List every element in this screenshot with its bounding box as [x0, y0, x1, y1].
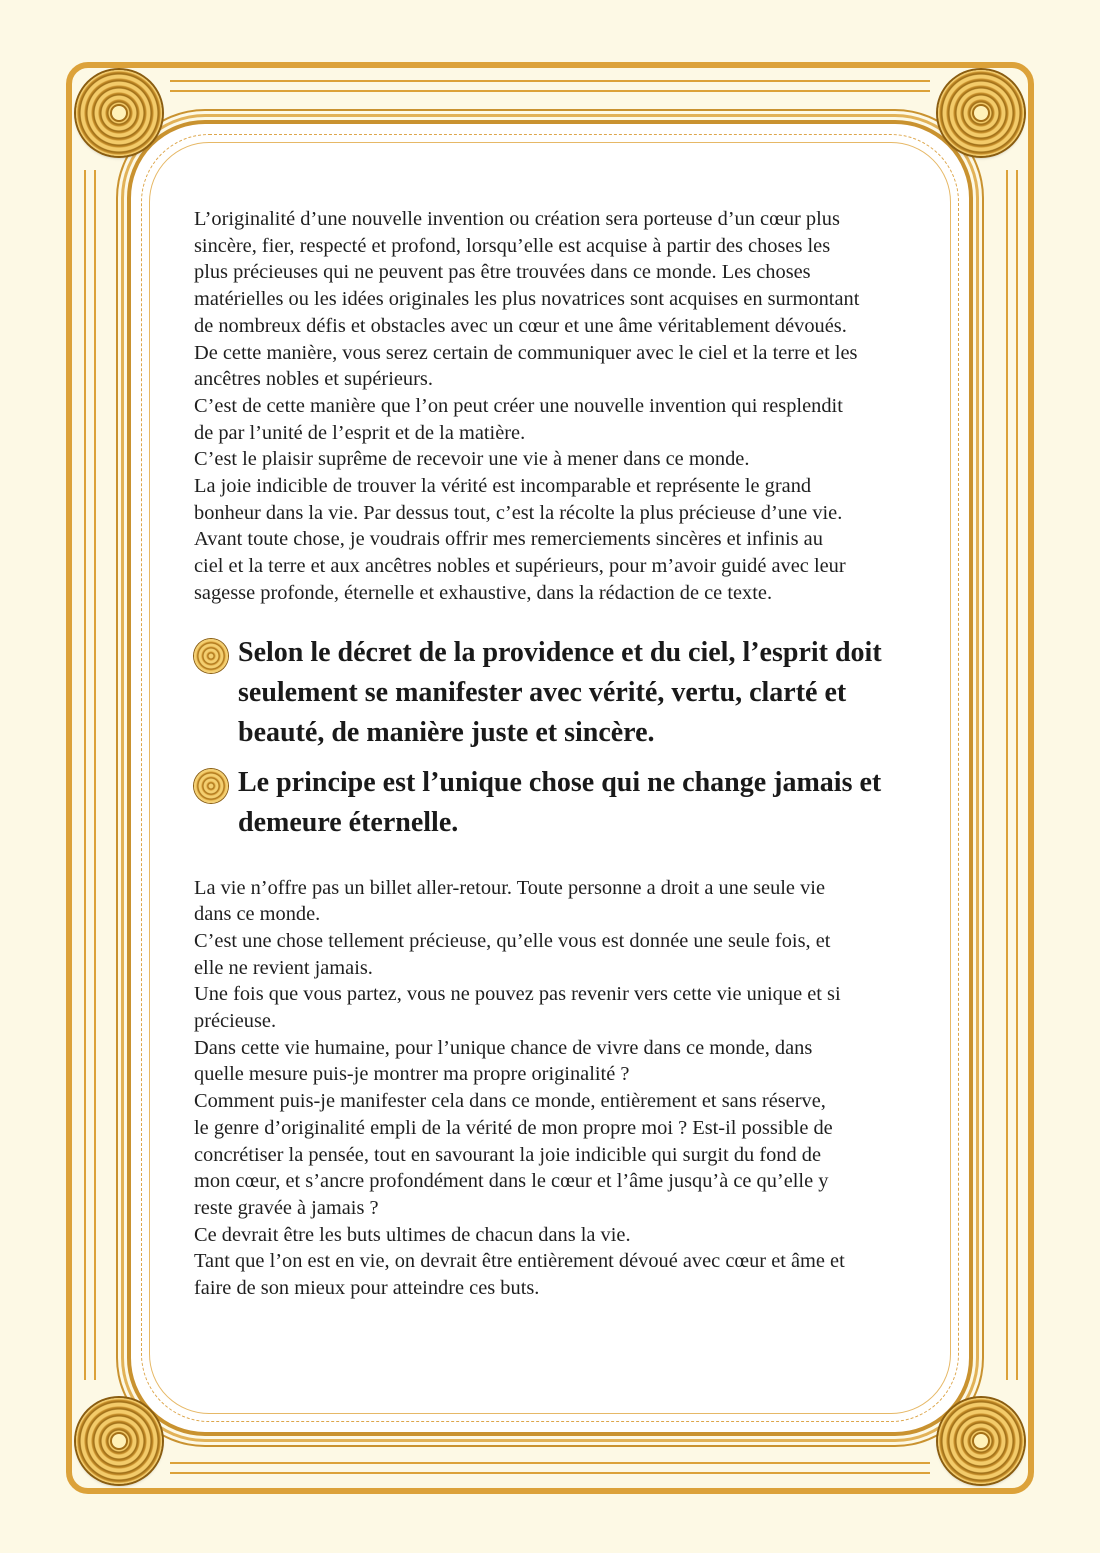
principle-item [194, 763, 914, 843]
principle-line: Selon le décret de la providence et du ciel, l’esprit doit [238, 636, 882, 668]
intro-line: L’originalité d’une nouvelle invention ou création sera porteuse d’un cœur plus [194, 208, 840, 230]
intro-line: De cette manière, vous serez certain de communiquer avec le ciel et la terre et les [194, 341, 858, 364]
top-rule-2 [170, 90, 930, 92]
main-content [194, 206, 914, 1302]
right-rule-1 [1006, 170, 1008, 1380]
intro-line: C’est le plaisir suprême de recevoir une vie à mener dans ce monde. [194, 448, 750, 471]
principle-line: seulement se manifester avec vérité, vertu, clarté et [238, 676, 847, 708]
intro-line: ancêtres nobles et supérieurs. [194, 368, 433, 391]
intro-line: plus précieuses qui ne peuvent pas être trouvées dans ce monde. Les choses [194, 261, 811, 284]
principle-text [238, 763, 914, 843]
closing-line: concrétiser la pensée, tout en savourant la joie indicible qui surgit du fond de [194, 1143, 822, 1166]
right-rule-2 [1016, 170, 1018, 1380]
closing-line: quelle mesure puis-je montrer ma propre originalité ? [194, 1063, 630, 1086]
bottom-right-medallion-icon [938, 1398, 1024, 1484]
top-right-medallion-icon [938, 70, 1024, 156]
principle-line: beauté, de manière juste et sincère. [238, 716, 655, 748]
intro-line: de nombreux défis et obstacles avec un cœur et une âme véritablement dévoués. [194, 314, 847, 337]
closing-line: dans ce monde. [194, 903, 321, 926]
bottom-rule-2 [170, 1472, 930, 1474]
top-left-medallion-icon [76, 70, 162, 156]
closing-line: La vie n’offre pas un billet aller-retour. Toute personne a droit a une seule vie [194, 876, 825, 899]
closing-line: faire de son mieux pour atteindre ces buts. [194, 1277, 540, 1300]
intro-line: de par l’unité de l’esprit et de la matière. [194, 421, 526, 444]
principle-item [194, 633, 914, 753]
closing-line: Ce devrait être les buts ultimes de chacun dans la vie. [194, 1223, 631, 1246]
intro-line: matérielles ou les idées originales les plus novatrices sont acquises en surmontant [194, 288, 860, 311]
closing-line: mon cœur, et s’ancre profondément dans le cœur et l’âme jusqu’à ce qu’elle y [194, 1170, 829, 1193]
top-rule-1 [170, 80, 930, 82]
left-rule-1 [84, 170, 86, 1380]
intro-line: ciel et la terre et aux ancêtres nobles et supérieurs, pour m’avoir guidé avec leur [194, 555, 846, 578]
closing-line: Comment puis-je manifester cela dans ce monde, entièrement et sans réserve, [194, 1090, 826, 1113]
closing-line: reste gravée à jamais ? [194, 1196, 379, 1219]
closing-line: précieuse. [194, 1010, 277, 1033]
gold-medallion-icon [194, 639, 228, 673]
principle-line: Le principe est l’unique chose qui ne change jamais et [238, 766, 882, 798]
closing-line: Dans cette vie humaine, pour l’unique chance de vivre dans ce monde, dans [194, 1036, 813, 1059]
principle-text [238, 633, 914, 753]
closing-line: C’est une chose tellement précieuse, qu’elle vous est donnée une seule fois, et [194, 929, 831, 952]
gold-medallion-icon [194, 769, 228, 803]
bottom-rule-1 [170, 1462, 930, 1464]
principle-line: demeure éternelle. [238, 806, 459, 838]
closing-line: elle ne revient jamais. [194, 956, 373, 979]
intro-line: C’est de cette manière que l’on peut créer une nouvelle invention qui resplendit [194, 394, 843, 417]
bottom-left-medallion-icon [76, 1398, 162, 1484]
intro-line: bonheur dans la vie. Par dessus tout, c’est la récolte la plus précieuse d’une vie. [194, 501, 843, 524]
principles-list [194, 633, 914, 843]
intro-line: sincère, fier, respecté et profond, lorsqu’elle est acquise à partir des choses les [194, 234, 831, 257]
left-rule-2 [94, 170, 96, 1380]
closing-line: Tant que l’on est en vie, on devrait être entièrement dévoué avec cœur et âme et [194, 1250, 845, 1273]
intro-line: Avant toute chose, je voudrais offrir mes remerciements sincères et infinis au [194, 528, 823, 551]
closing-line: le genre d’originalité empli de la vérité de mon propre moi ? Est-il possible de [194, 1116, 833, 1139]
intro-paragraph [194, 206, 914, 607]
intro-line: sagesse profonde, éternelle et exhaustive, dans la rédaction de ce texte. [194, 581, 773, 604]
closing-line: Une fois que vous partez, vous ne pouvez pas revenir vers cette vie unique et si [194, 983, 841, 1006]
intro-line: La joie indicible de trouver la vérité est incomparable et représente le grand [194, 475, 812, 498]
closing-paragraph [194, 875, 914, 1302]
